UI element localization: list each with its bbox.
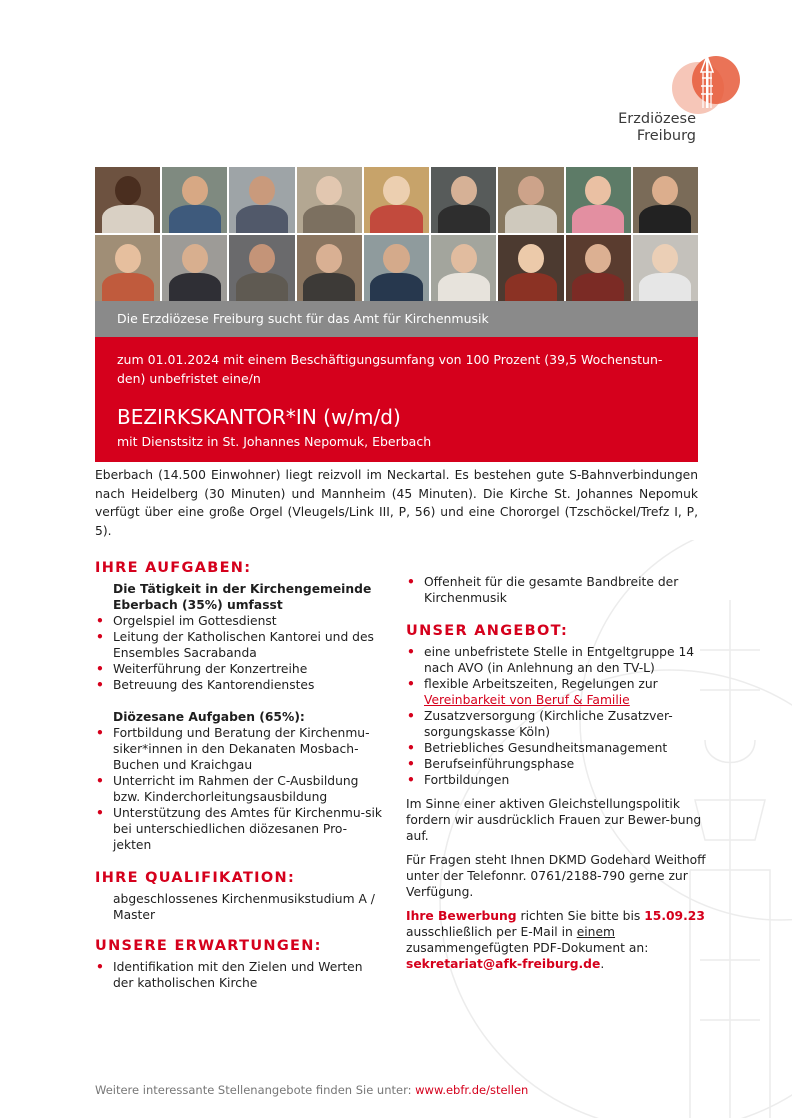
collage-photo (95, 167, 160, 233)
list-item: • Weiterführung der Konzertreihe (95, 661, 385, 677)
erwartungen-list (95, 959, 385, 991)
email-link[interactable]: sekretariat@afk-freiburg.de (406, 957, 601, 971)
kontakt-text: Für Fragen steht Ihnen DKMD Godehard Weithoff unter der Telefonnr. 0761/2188-790 gerne zur Verfügung. (406, 853, 706, 899)
logo-line-1: Erzdiözese (618, 111, 696, 127)
list-item: • Offenheit für die gesamte Bandbreite der Kirchenmusik (406, 574, 706, 606)
dioezese-heading: Diözesane Aufgaben (65%): (113, 710, 305, 724)
collage-photo (162, 235, 227, 301)
photo-collage (95, 167, 698, 301)
list-item (406, 676, 706, 708)
collage-photo (566, 235, 631, 301)
bewerbung-end: . (600, 957, 605, 971)
angebot-heading: UNSER ANGEBOT: (406, 623, 569, 639)
bewerbung-text-part: richten Sie bitte bis (516, 909, 645, 923)
collage-photo (431, 235, 496, 301)
collage-photo (297, 167, 362, 233)
list-item: • Fortbildung und Beratung der Kirchenmu-siker*innen in den Dekanaten Mosbach-Buchen und Kraichgau (95, 725, 385, 773)
list-item: • Fortbildungen (406, 772, 706, 788)
list-item: • Zusatzversorgung (Kirchliche Zusatzver-sorgungskasse Köln) (406, 708, 706, 740)
footer (95, 1083, 528, 1097)
footer-text: Weitere interessante Stellenangebote finden Sie unter: (95, 1083, 416, 1097)
collage-photo (498, 167, 563, 233)
qualifikation-text: abgeschlossenes Kirchenmusikstudium A / Master (113, 892, 375, 922)
list-item: • Unterricht im Rahmen der C-Ausbildung bzw. Kinderchorleitungsausbildung (95, 773, 385, 805)
angebot-item-text: flexible Arbeitszeiten, Regelungen zur (424, 677, 658, 691)
collage-photo (431, 167, 496, 233)
collage-photo (162, 167, 227, 233)
list-item: • Leitung der Katholischen Kantorei und des Ensembles Sacrabanda (95, 629, 385, 661)
vereinbarkeit-link[interactable]: Vereinbarkeit von Beruf & Familie (424, 693, 630, 707)
job-title: BEZIRKSKANTOR*IN (w/m/d) (117, 405, 401, 429)
list-item: • Orgelspiel im Gottesdienst (95, 613, 385, 629)
list-item: • Betriebliches Gesundheitsmanagement (406, 740, 706, 756)
aufgaben-heading: IHRE AUFGABEN: (95, 560, 252, 576)
erwartungen-heading: UNSERE ERWARTUNGEN: (95, 938, 322, 954)
list-item: • Betreuung des Kantorendienstes (95, 677, 385, 693)
collage-photo (633, 167, 698, 233)
qualifikation-heading: IHRE QUALIFIKATION: (95, 870, 296, 886)
erwartungen-list-continued (406, 574, 706, 606)
logo (618, 50, 748, 150)
banner-gray (95, 301, 698, 337)
bewerbung-text-part: ausschließlich per E-Mail in (406, 925, 577, 939)
collage-photo (95, 235, 160, 301)
list-item: • Unterstützung des Amtes für Kirchenmu-sik bei unterschiedlichen diözesanen Pro-jekten (95, 805, 385, 853)
collage-photo (498, 235, 563, 301)
bewerbung-text (406, 908, 706, 972)
intro-paragraph: Eberbach (14.500 Einwohner) liegt reizvoll im Neckartal. Es bestehen gute S-Bahnverbindungen nach Heidelberg (30 Minuten) und Mannheim (45 Minuten). Die Kirche St. Johannes Nepomuk verfügt über eine große Orgel (Vleugels/Link III, P, 56) und eine Chororgel (Tzschöckel/Trefz I, P, 5). (95, 468, 698, 538)
collage-photo (229, 167, 294, 233)
footer-link[interactable]: www.ebfr.de/stellen (415, 1083, 529, 1097)
logo-line-2: Freiburg (636, 128, 696, 144)
deadline-date: 15.09.23 (644, 909, 705, 923)
collage-photo (229, 235, 294, 301)
job-location: mit Dienstsitz in St. Johannes Nepomuk, Eberbach (117, 434, 432, 449)
left-column (95, 559, 385, 991)
gleichstellung-text: Im Sinne einer aktiven Gleichstellungspolitik fordern wir ausdrücklich Frauen zur Bewer-bung auf. (406, 797, 702, 843)
list-item: • eine unbefristete Stelle in Entgeltgruppe 14 nach AVO (in Anlehnung an den TV-L) (406, 644, 706, 676)
right-column (406, 574, 706, 972)
dioezese-list (95, 725, 385, 853)
bewerbung-text-part: zusammengefügten PDF-Dokument an: (406, 941, 649, 955)
collage-photo (364, 167, 429, 233)
banner-red (95, 337, 698, 462)
bewerbung-einem: einem (576, 925, 616, 939)
angebot-list (406, 644, 706, 788)
banner-intro-text: zum 01.01.2024 mit einem Beschäftigungsumfang von 100 Prozent (39,5 Wochenstun-den) unbefristet eine/n (117, 352, 663, 386)
gemeinde-list (95, 613, 385, 693)
list-item: • Berufseinführungsphase (406, 756, 706, 772)
collage-photo (633, 235, 698, 301)
collage-photo (364, 235, 429, 301)
logo-mark-icon (670, 50, 740, 116)
gemeinde-heading: Die Tätigkeit in der Kirchengemeinde Eberbach (35%) umfasst (113, 582, 372, 612)
collage-photo (297, 235, 362, 301)
list-item: • Identifikation mit den Zielen und Werten der katholischen Kirche (95, 959, 385, 991)
bewerbung-label: Ihre Bewerbung (406, 909, 517, 923)
collage-photo (566, 167, 631, 233)
banner-gray-text: Die Erzdiözese Freiburg sucht für das Amt für Kirchenmusik (117, 311, 489, 326)
